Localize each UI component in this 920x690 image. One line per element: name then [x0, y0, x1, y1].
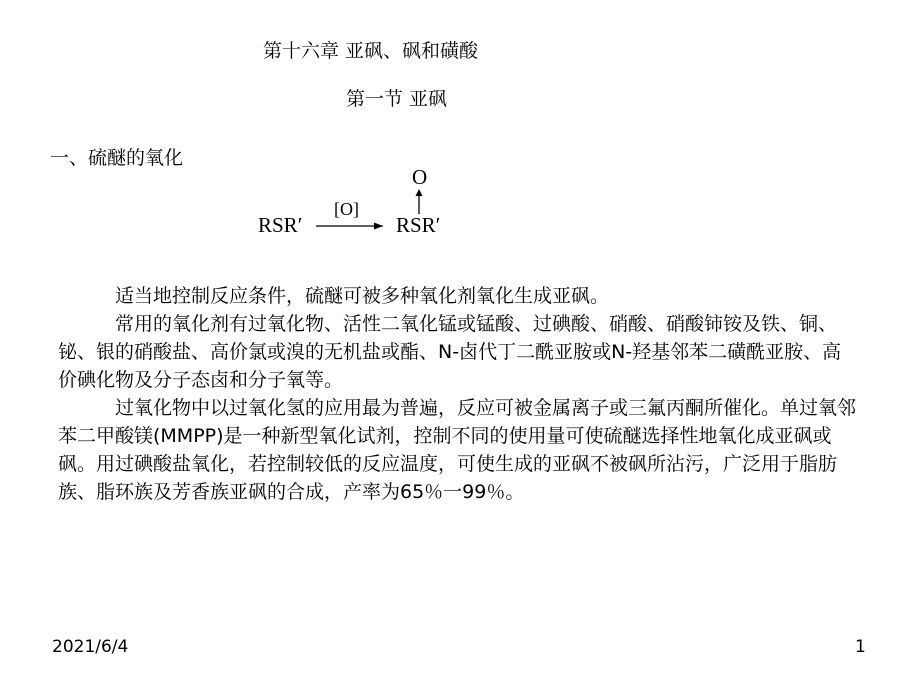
- oxygen-label: O: [412, 165, 428, 189]
- subheading: 一、硫醚的氧化: [50, 147, 184, 169]
- paragraph-2: 常用的氧化剂有过氧化物、活性二氧化锰或锰酸、过碘酸、硝酸、硝酸铈铵及铁、铜、铋、银的硝酸盐、高价氯或溴的无机盐或酯、N-卤代丁二酰亚胺或N-羟基邻苯二磺酰亚胺、高价碘化物及分子态卤和分子氧等。: [58, 313, 842, 391]
- page-number: 1: [855, 637, 866, 657]
- footer-date: 2021/6/4: [52, 637, 129, 657]
- body-text: [58, 282, 858, 506]
- reagent-label: [O]: [334, 199, 359, 219]
- reaction-arrowhead: [374, 223, 383, 230]
- reactant-label: RSR′: [258, 213, 303, 237]
- oxygen-arrowhead: [416, 189, 423, 196]
- reaction-scheme: [250, 165, 490, 245]
- product-label: RSR′: [396, 213, 441, 237]
- chapter-title: 第十六章 亚砜、砜和磺酸: [263, 40, 479, 62]
- paragraph-3: 过氧化物中以过氧化氢的应用最为普遍，反应可被金属离子或三氟丙酮所催化。单过氧邻苯二甲酸镁(MMPP)是一种新型氧化试剂，控制不同的使用量可使硫醚选择性地氧化成亚砜或砜。用过碘酸盐氧化，若控制较低的反应温度，可使生成的亚砜不被砜所沾污，广泛用于脂肪族、脂环族及芳香族亚砜的合成，产率为65％一99％。: [58, 397, 857, 503]
- section-title: 第一节 亚砜: [346, 88, 448, 110]
- paragraph-1: 适当地控制反应条件，硫醚可被多种氧化剂氧化生成亚砜。: [115, 285, 610, 307]
